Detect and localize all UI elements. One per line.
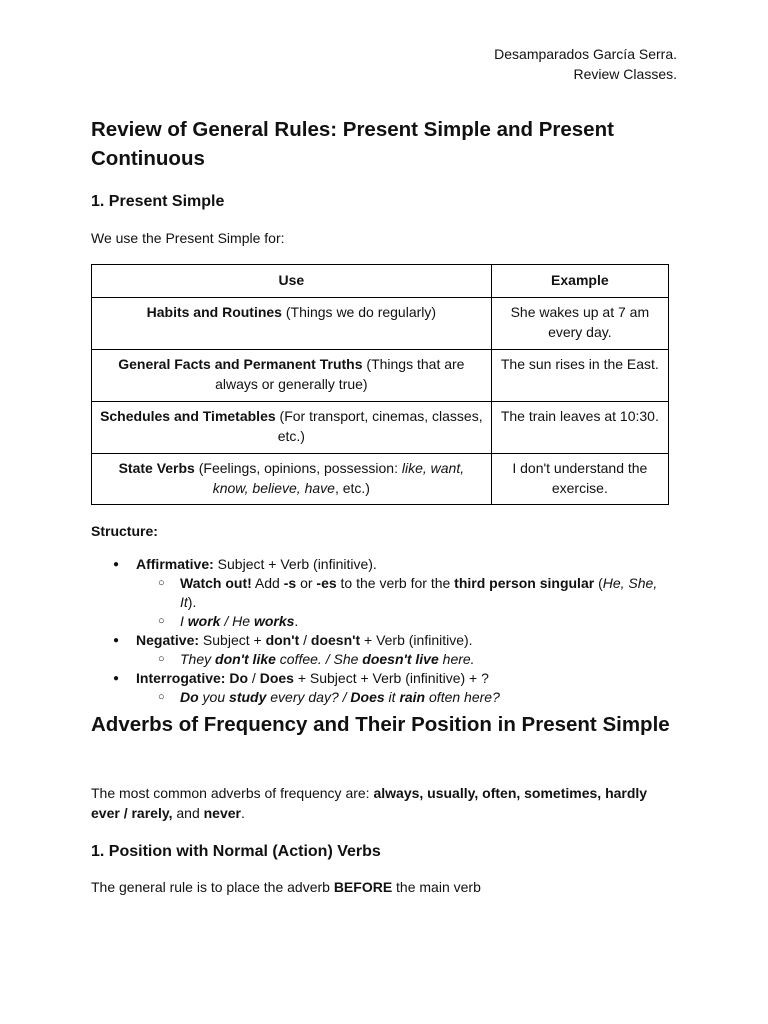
rule-text: The general rule is to place the adverb [91, 879, 334, 895]
header-subtitle: Review Classes. [573, 66, 677, 82]
affirmative-sublist [136, 574, 677, 631]
aux-dont: don't [265, 632, 300, 648]
table-row [92, 402, 669, 454]
list-item-negative-example [136, 650, 677, 669]
affirmative-rule: Subject + Verb (infinitive). [213, 556, 377, 572]
suffix-es: -es [316, 575, 337, 591]
affirmative-example [180, 613, 294, 629]
interrogative-rule: + Subject + Verb (infinitive) + ? [293, 670, 489, 686]
example-text: . [294, 613, 299, 629]
use-description: (Feelings, opinions, possession: [194, 460, 402, 476]
negative-sublist [136, 650, 677, 669]
negative-rule: / [299, 632, 311, 648]
adverbs-intro [91, 783, 677, 823]
aux-doesnt: doesn't [310, 632, 361, 648]
uses-table [91, 264, 669, 505]
table-cell-use [92, 402, 492, 454]
adverbs-list: always, usually, often, sometimes, hardly ever / rarely, [91, 785, 648, 821]
header-right [494, 44, 677, 84]
table-header-example: Example [491, 265, 668, 298]
interrogative-sublist [136, 688, 677, 707]
intro-text: . [240, 805, 245, 821]
intro-text: and [172, 805, 204, 821]
subsection-heading-position: 1. Position with Normal (Action) Verbs [91, 843, 381, 860]
example-verb: study [229, 689, 267, 705]
example-text: you [198, 689, 230, 705]
use-name: Habits and Routines [146, 304, 282, 320]
pronouns: He, She, It [180, 575, 658, 610]
aux-do: Do [229, 670, 249, 686]
structure-label [91, 521, 677, 541]
table-row [92, 454, 669, 505]
table-row [92, 350, 669, 402]
table-cell-example: I don't understand the exercise. [491, 454, 668, 505]
watch-text: ( [594, 575, 603, 591]
list-item-affirmative-example [136, 612, 677, 631]
use-description: (Things we do regularly) [281, 304, 437, 320]
watch-text: or [296, 575, 317, 591]
third-person-singular: third person singular [454, 575, 595, 591]
example-aux: Do [180, 689, 199, 705]
table-header-use: Use [92, 265, 492, 298]
example-text: I [180, 613, 188, 629]
table-cell-use [92, 298, 492, 350]
use-verb-examples: like, want, know, believe, have [212, 460, 465, 496]
adverb-never: never [203, 805, 241, 821]
structure-label-text: Structure: [91, 523, 158, 539]
use-description: (Things that are always or generally true) [215, 356, 465, 392]
page-title: Review of General Rules: Present Simple and Present Continuous [91, 118, 614, 170]
table-cell-example: The train leaves at 10:30. [491, 402, 668, 454]
example-verb: don't like [215, 651, 276, 667]
example-text: / He [220, 613, 254, 629]
table-cell-use [92, 454, 492, 505]
negative-rule: + Verb (infinitive). [360, 632, 473, 648]
table-row [92, 298, 669, 350]
interrogative-rule: / [248, 670, 260, 686]
table-cell-use [92, 350, 492, 402]
example-verb: doesn't live [362, 651, 439, 667]
aux-does: Does [259, 670, 294, 686]
list-item-watch-out [136, 574, 677, 612]
suffix-s: -s [283, 575, 297, 591]
structure-list [91, 555, 677, 707]
section-intro: We use the Present Simple for: [91, 230, 285, 246]
section-heading-present-simple: 1. Present Simple [91, 193, 225, 210]
interrogative-example [180, 689, 500, 705]
example-aux: Does [350, 689, 385, 705]
example-text: often here? [425, 689, 500, 705]
position-rule [91, 877, 677, 897]
example-text: every day? / [266, 689, 351, 705]
affirmative-label: Affirmative: [136, 556, 214, 572]
list-item-interrogative [91, 669, 677, 707]
use-description-end: , etc.) [334, 479, 370, 496]
use-name: Schedules and Timetables [100, 408, 276, 424]
table-cell-example: She wakes up at 7 am every day. [491, 298, 668, 350]
use-description: (For transport, cinemas, classes, etc.) [275, 408, 483, 444]
watch-text: ). [187, 594, 197, 610]
use-name: State Verbs [118, 460, 195, 476]
example-text: it [384, 689, 400, 705]
watch-text: Add [251, 575, 284, 591]
example-verb: rain [399, 689, 426, 705]
watch-out-label: Watch out! [180, 575, 252, 591]
list-item-negative [91, 631, 677, 669]
list-item-interrogative-example [136, 688, 677, 707]
intro-text: The most common adverbs of frequency are: [91, 785, 374, 801]
rule-text: the main verb [392, 879, 481, 895]
use-name: General Facts and Permanent Truths [118, 356, 363, 372]
author-name: Desamparados García Serra. [494, 46, 677, 62]
example-text: coffee. / She [275, 651, 363, 667]
example-text: here. [438, 651, 475, 667]
watch-text: to the verb for the [336, 575, 455, 591]
negative-label: Negative: [136, 632, 200, 648]
interrogative-label: Interrogative: [136, 670, 226, 686]
negative-rule: Subject + [199, 632, 266, 648]
table-header-row [92, 265, 669, 298]
example-verb: work [187, 613, 221, 629]
adverbs-heading: Adverbs of Frequency and Their Position in Present Simple [91, 713, 670, 736]
list-item-affirmative [91, 555, 677, 631]
table-cell-example: The sun rises in the East. [491, 350, 668, 402]
example-text: They [180, 651, 216, 667]
negative-example [180, 651, 475, 667]
rule-emphasis: BEFORE [333, 879, 393, 895]
example-verb: works [253, 613, 295, 629]
